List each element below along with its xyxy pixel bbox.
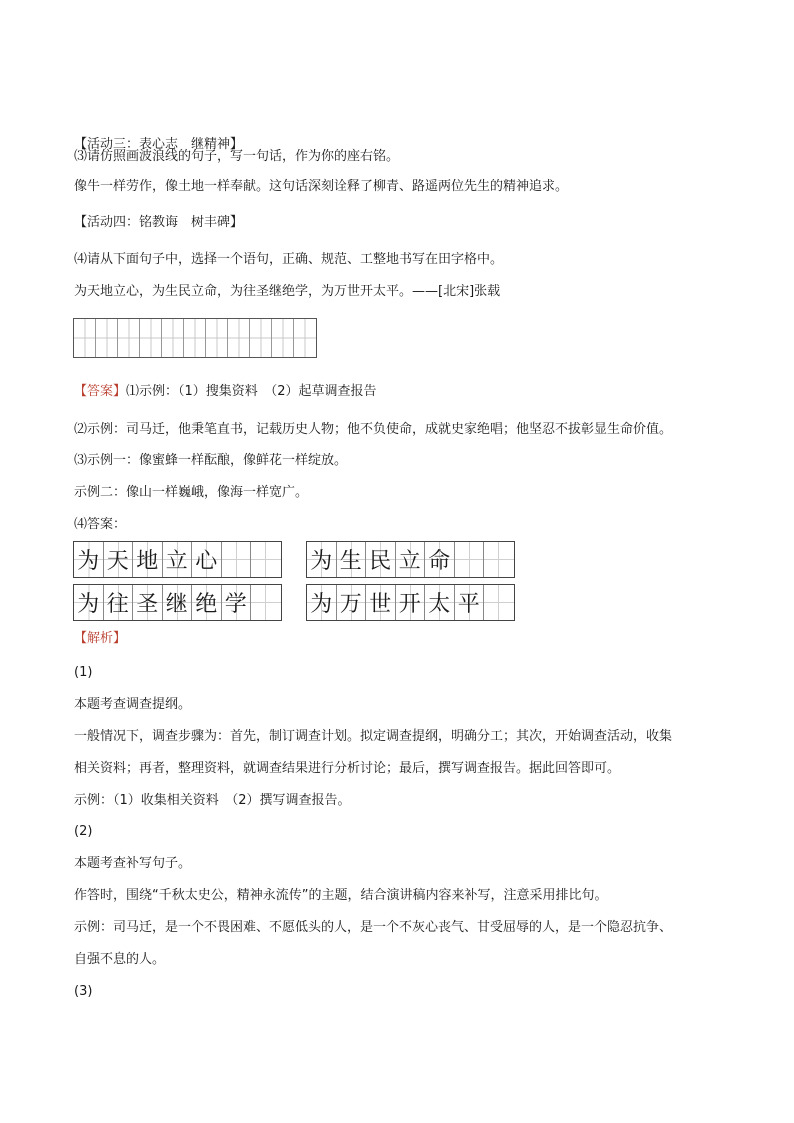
answer-1 bbox=[74, 383, 377, 401]
answer-grid-cell: 为 bbox=[74, 542, 104, 577]
question-4: ⑷请从下面句子中，选择一个语句，正确、规范、工整地书写在田字格中。 bbox=[74, 252, 504, 267]
grid-cell[interactable] bbox=[74, 319, 96, 357]
grid-cell[interactable] bbox=[184, 319, 206, 357]
answer-grid-cell: 开 bbox=[396, 585, 426, 620]
answer-grid-cell: 世 bbox=[366, 585, 396, 620]
answer-3b: 示例二：像山一样巍峨，像海一样宽广。 bbox=[74, 485, 309, 500]
answer-grid-cell: 圣 bbox=[133, 585, 163, 620]
analysis-3-number: (3) bbox=[74, 984, 93, 999]
question-3: ⑶请仿照画波浪线的句子，写一句话，作为你的座右铭。 bbox=[74, 149, 400, 164]
answer-grid-cell: 立 bbox=[396, 542, 426, 577]
activity3-heading: 【活动三：表心志 继精神】 bbox=[74, 137, 244, 152]
answer-grid-row1-right bbox=[306, 541, 515, 578]
grid-cell[interactable] bbox=[96, 319, 118, 357]
answer-grid-cell: 为 bbox=[307, 542, 337, 577]
grid-cell[interactable] bbox=[206, 319, 228, 357]
answer-grid-cell bbox=[484, 585, 514, 620]
analysis-1-text-line1: 一般情况下，调查步骤为：首先，制订调查计划。拟定调查提纲，明确分工；其次，开始调查活动，收集 bbox=[74, 729, 673, 744]
grid-cell[interactable] bbox=[250, 319, 272, 357]
answer-grid-cell: 为 bbox=[307, 585, 337, 620]
analysis-2-topic: 本题考查补写句子。 bbox=[74, 856, 192, 871]
answer-grid-cell bbox=[484, 542, 514, 577]
answer-1-text: ⑴示例：（1）搜集资料 （2）起草调查报告 bbox=[126, 384, 377, 399]
answer-grid-cell: 地 bbox=[133, 542, 163, 577]
grid-cell[interactable] bbox=[272, 319, 294, 357]
analysis-1-example: 示例：（1）收集相关资料 （2）撰写调查报告。 bbox=[74, 793, 351, 808]
answer-label: 【答案】 bbox=[74, 384, 127, 399]
answer-grid-cell: 为 bbox=[74, 585, 104, 620]
analysis-2-number: (2) bbox=[74, 824, 93, 839]
analysis-2-example-line2: 自强不息的人。 bbox=[74, 952, 166, 967]
answer-grid-cell: 继 bbox=[163, 585, 193, 620]
answer-grid-cell: 心 bbox=[192, 542, 222, 577]
answer-2: ⑵示例：司马迁，他秉笔直书，记载历史人物；他不负使命，成就史家绝唱；他坚忍不拔彰显生命价值。 bbox=[74, 422, 673, 437]
answer-grid-cell: 平 bbox=[455, 585, 485, 620]
answer-grid-row2-left bbox=[73, 584, 282, 621]
answer-grid-cell: 天 bbox=[104, 542, 134, 577]
question-4-quote: 为天地立心，为生民立命，为往圣继绝学，为万世开太平。——[北宋]张载 bbox=[74, 284, 501, 299]
grid-cell[interactable] bbox=[228, 319, 250, 357]
answer-4: ⑷答案： bbox=[74, 517, 127, 532]
answer-grid-cell: 太 bbox=[425, 585, 455, 620]
answer-grid-cell bbox=[251, 542, 281, 577]
answer-3a: ⑶示例一：像蜜蜂一样酝酿，像鲜花一样绽放。 bbox=[74, 453, 348, 468]
grid-cell[interactable] bbox=[140, 319, 162, 357]
analysis-2-text: 作答时，围绕“千秋太史公，精神永流传”的主题，结合演讲稿内容来补写，注意采用排比句。 bbox=[74, 888, 608, 903]
answer-grid-cell: 立 bbox=[163, 542, 193, 577]
blank-tianzige-grid[interactable] bbox=[73, 318, 317, 358]
question-3-sentence: 像牛一样劳作，像土地一样奉献。这句话深刻诠释了柳青、路遥两位先生的精神追求。 bbox=[74, 179, 569, 194]
answer-grid-cell bbox=[455, 542, 485, 577]
answer-grid-cell: 往 bbox=[104, 585, 134, 620]
analysis-1-text-line2: 相关资料；再者，整理资料，就调查结果进行分析讨论；最后，撰写调查报告。据此回答即可。 bbox=[74, 761, 621, 776]
analysis-label: 【解析】 bbox=[74, 631, 127, 646]
analysis-2-example-line1: 示例：司马迁，是一个不畏困难、不愿低头的人，是一个不灰心丧气、甘受屈辱的人，是一个隐忍抗争、 bbox=[74, 920, 673, 935]
answer-grid-cell: 万 bbox=[337, 585, 367, 620]
grid-cell[interactable] bbox=[294, 319, 316, 357]
answer-grid-cell bbox=[222, 542, 252, 577]
answer-grid-row1-left bbox=[73, 541, 282, 578]
answer-grid-row2-right bbox=[306, 584, 515, 621]
answer-grid-cell: 生 bbox=[337, 542, 367, 577]
analysis-1-topic: 本题考查调查提纲。 bbox=[74, 697, 192, 712]
answer-grid-cell bbox=[251, 585, 281, 620]
activity4-heading: 【活动四：铭教诲 树丰碑】 bbox=[74, 215, 244, 230]
answer-grid-cell: 民 bbox=[366, 542, 396, 577]
analysis-1-number: (1) bbox=[74, 665, 93, 680]
grid-cell[interactable] bbox=[118, 319, 140, 357]
answer-grid-cell: 绝 bbox=[192, 585, 222, 620]
grid-cell[interactable] bbox=[162, 319, 184, 357]
answer-grid-cell: 命 bbox=[425, 542, 455, 577]
answer-grid-cell: 学 bbox=[222, 585, 252, 620]
